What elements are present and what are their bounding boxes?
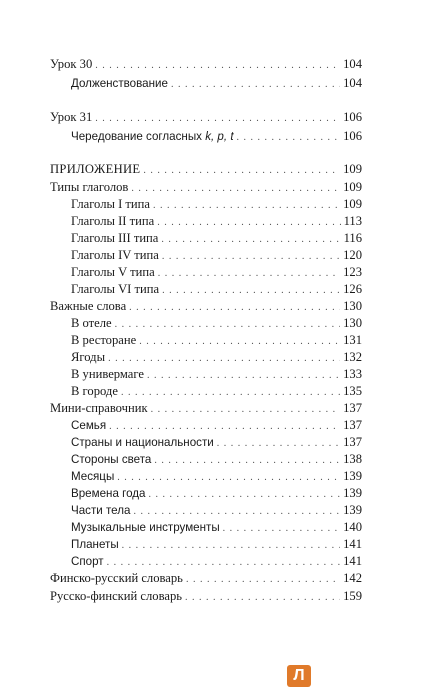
toc-entry-title: Глаголы IV типа [71, 248, 159, 262]
toc-entry-title: Глаголы III типа [71, 231, 159, 245]
toc-entry-title: Важные слова [50, 299, 127, 313]
toc-entry [71, 367, 362, 383]
toc-entry-page: 123 [343, 265, 362, 279]
toc-entry-leader [186, 573, 340, 587]
toc-entry-page: 142 [343, 571, 362, 585]
toc-entry-page: 130 [343, 299, 362, 313]
toc-entry-title: Типы глаголов [50, 180, 129, 194]
toc-entry-title: Мини-справочник [50, 401, 148, 415]
toc-entry-leader [129, 301, 340, 315]
toc-entry [71, 350, 362, 366]
toc-entry [71, 248, 362, 264]
toc-entry [50, 57, 362, 73]
toc-entry [71, 231, 362, 247]
toc-entry [71, 384, 362, 400]
toc-entry [71, 554, 362, 570]
toc-entry [71, 333, 362, 349]
toc-entry-page: 104 [343, 76, 362, 90]
toc-entry-page: 120 [343, 248, 362, 262]
toc-entry-page: 133 [343, 367, 362, 381]
toc-entry [71, 520, 362, 536]
toc-entry-leader [121, 386, 340, 400]
toc-entry [50, 401, 362, 417]
toc-entry-page: 109 [343, 162, 362, 176]
toc-entry-page: 130 [343, 316, 362, 330]
toc-entry-leader [158, 267, 340, 281]
toc-entry [71, 214, 362, 230]
toc-entry-leader [139, 335, 340, 349]
toc-entry [71, 452, 362, 468]
toc-entry-leader [131, 182, 340, 196]
toc-entry [71, 537, 362, 553]
toc-entry [71, 129, 362, 145]
toc-entry-leader [143, 164, 340, 178]
toc-entry-leader [108, 352, 340, 366]
toc-entry-leader [153, 199, 340, 213]
toc-entry-title: В городе [71, 384, 118, 398]
toc-entry-page: 116 [343, 231, 362, 245]
toc-entry-page: 106 [343, 129, 362, 143]
toc-entry-leader [162, 250, 340, 264]
toc-entry [50, 571, 362, 587]
toc-entry-leader [95, 59, 340, 73]
toc-entry-leader [217, 437, 340, 451]
toc-entry-title: Части тела [71, 504, 131, 517]
toc-entry-leader [107, 556, 341, 570]
toc-entry-leader [117, 471, 340, 485]
toc-entry-page: 132 [343, 350, 362, 364]
toc-entry-page: 137 [343, 418, 362, 432]
toc-entry [71, 503, 362, 519]
toc-entry-leader [157, 216, 340, 230]
toc-entry-page: 126 [343, 282, 362, 296]
toc-entry-title: Стороны света [71, 453, 152, 466]
toc-entry-title: Русско-финский словарь [50, 589, 183, 603]
toc-entry-title: Чередование согласных k, p, t [71, 130, 234, 143]
toc-entry [71, 282, 362, 298]
toc-entry [71, 469, 362, 485]
toc-entry-page: 109 [343, 180, 362, 194]
toc-entry-page: 106 [343, 110, 362, 124]
toc-entry-leader [162, 284, 340, 298]
toc-entry-leader [154, 454, 340, 468]
toc-entry-title: Глаголы VI типа [71, 282, 160, 296]
toc-entry-leader [151, 403, 341, 417]
toc-entry-leader [185, 591, 340, 605]
toc-entry [71, 265, 362, 281]
toc-entry-title: Урок 30 [50, 57, 93, 71]
toc-entry-page: 139 [343, 469, 362, 483]
toc-entry-title: Глаголы II типа [71, 214, 155, 228]
toc-entry-page: 138 [343, 452, 362, 466]
toc-entry-leader [133, 505, 340, 519]
toc-entry-leader [147, 369, 340, 383]
toc-entry-title: Долженствование [71, 77, 168, 90]
toc-entry-title: Урок 31 [50, 110, 93, 124]
toc-entry-title: Музыкальные инструменты [71, 521, 220, 534]
toc-entry-title: В универмаге [71, 367, 144, 381]
toc-entry-page: 131 [343, 333, 362, 347]
toc-entry-leader [115, 318, 340, 332]
toc-entry-title: Планеты [71, 538, 119, 551]
toc-entry-leader [237, 131, 341, 145]
toc-entry [71, 316, 362, 332]
toc-entry-title: Семья [71, 419, 107, 432]
toc-entry-title: Месяцы [71, 470, 115, 483]
toc-entry-title: Ягоды [71, 350, 106, 364]
toc-entry [50, 162, 362, 178]
toc-entry-title: В ресторане [71, 333, 137, 347]
toc-entry-leader [149, 488, 341, 502]
toc-entry-page: 140 [343, 520, 362, 534]
publisher-logo-icon: Л [287, 665, 311, 687]
toc-entry-page: 135 [343, 384, 362, 398]
toc-entry-title: Глаголы V типа [71, 265, 155, 279]
toc-entry [71, 197, 362, 213]
toc-entry-leader [171, 78, 340, 92]
toc-entry-title: Времена года [71, 487, 146, 500]
toc-entry [71, 76, 362, 92]
toc-entry [50, 110, 362, 126]
toc-entry [71, 486, 362, 502]
toc-entry-title: Финско-русский словарь [50, 571, 183, 585]
toc-entry-page: 137 [343, 401, 362, 415]
toc-entry-page: 159 [343, 589, 362, 603]
toc-entry [50, 180, 362, 196]
toc-entry-page: 139 [343, 503, 362, 517]
toc-entry-leader [223, 522, 340, 536]
toc-entry-page: 109 [343, 197, 362, 211]
toc-entry-leader [109, 420, 340, 434]
toc-entry [50, 299, 362, 315]
toc-entry-page: 141 [343, 554, 362, 568]
toc-entry-title: ПРИЛОЖЕНИЕ [50, 162, 141, 176]
toc-entry-title: Страны и национальности [71, 436, 214, 449]
toc-entry-page: 141 [343, 537, 362, 551]
toc-entry-page: 137 [343, 435, 362, 449]
toc-entry-page: 113 [343, 214, 362, 228]
toc-entry [71, 418, 362, 434]
toc-entry-title: Глаголы I типа [71, 197, 150, 211]
toc-entry-title: В отеле [71, 316, 112, 330]
toc-entry [71, 435, 362, 451]
toc-entry [50, 589, 362, 605]
toc-entry-leader [161, 233, 340, 247]
toc-entry-page: 104 [343, 57, 362, 71]
toc-entry-leader [95, 112, 340, 126]
toc-entry-leader [122, 539, 340, 553]
toc-entry-title: Спорт [71, 555, 104, 568]
toc-entry-page: 139 [343, 486, 362, 500]
